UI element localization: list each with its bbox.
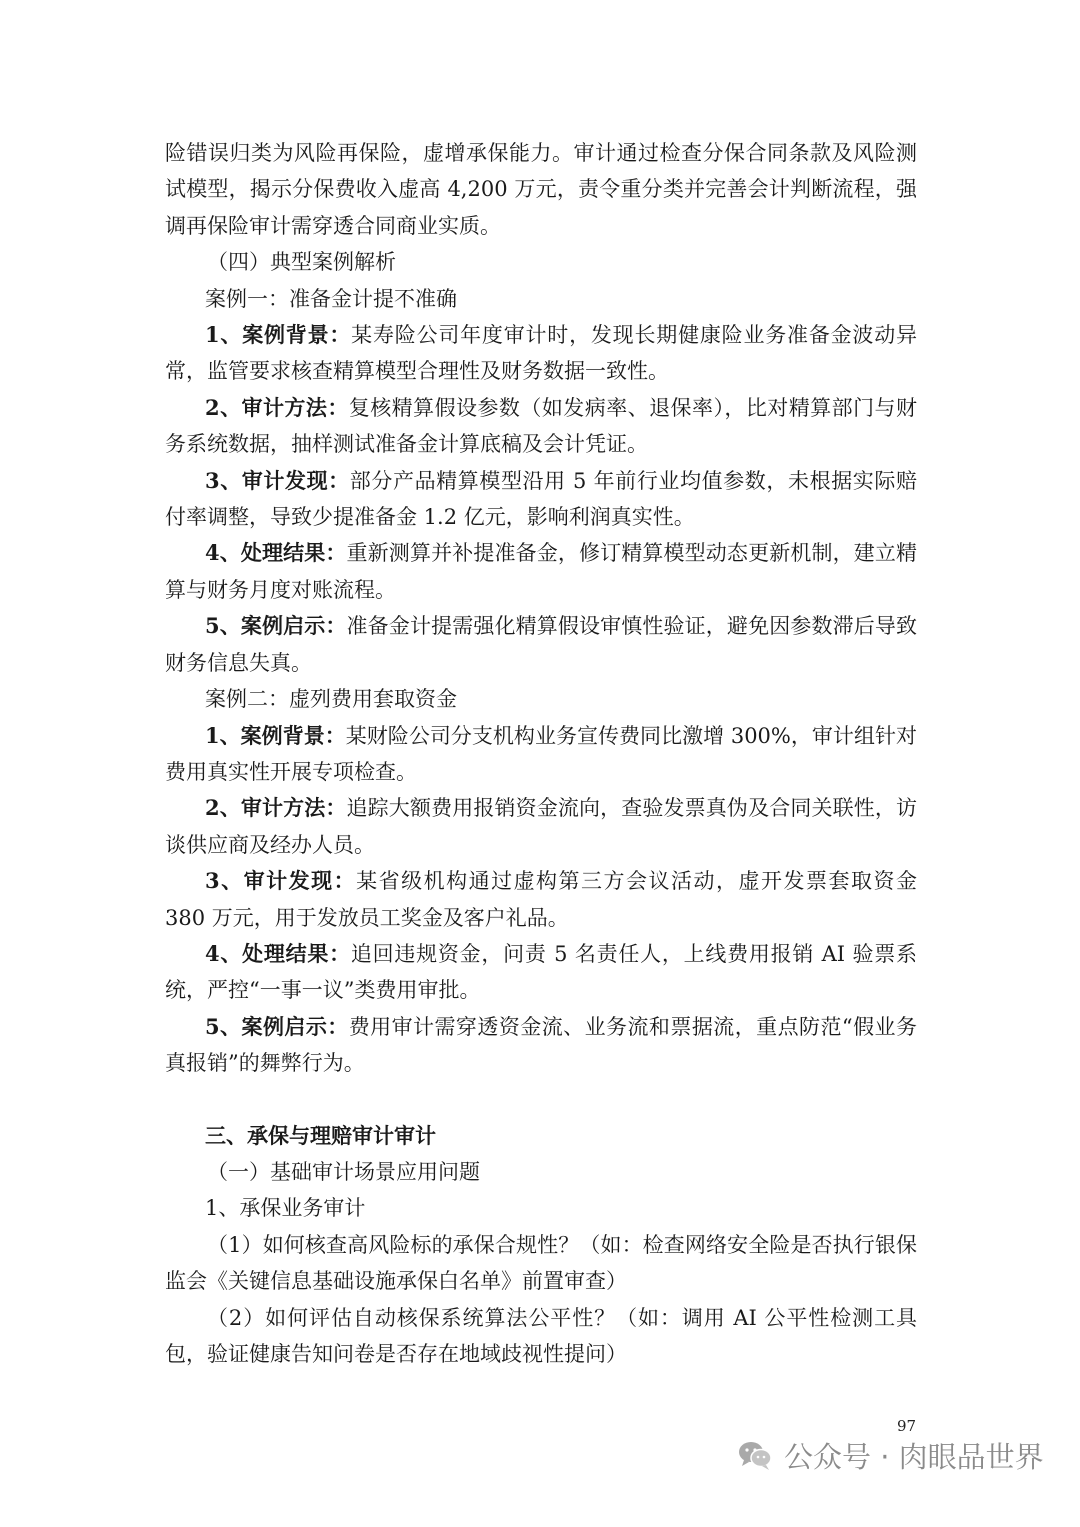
- case-item-text: 追踪大额费用报销资金流向，查验发票真伪及合同关联性，访谈供应商及经办人员。: [165, 796, 917, 857]
- page-number: 97: [897, 1417, 917, 1435]
- case-item-text: 某寿险公司年度审计时，发现长期健康险业务准备金波动异常，监管要求核查精算模型合理性及财务数据一致性。: [165, 323, 917, 384]
- question-item: （2）如何评估自动核保系统算法公平性？（如：调用 AI 公平性检测工具包，验证健康告知问卷是否存在地域歧视性提问）: [165, 1305, 917, 1366]
- subsection-heading: （四）典型案例解析: [207, 250, 396, 275]
- case-item-text: 重新测算并补提准备金，修订精算模型动态更新机制，建立精算与财务月度对账流程。: [165, 541, 917, 602]
- case-item: [165, 718, 917, 791]
- watermark-text: 公众号 · 肉眼品世界: [784, 1439, 1044, 1474]
- question-item: （1）如何核查高风险标的承保合规性？（如：检查网络安全险是否执行银保监会《关键信息基础设施承保白名单》前置审查）: [165, 1232, 917, 1294]
- case-item: [165, 936, 917, 1009]
- case-item-text: 准备金计提需强化精算假设审慎性验证，避免因参数滞后导致财务信息失真。: [165, 614, 917, 675]
- watermark: [736, 1433, 1044, 1477]
- case-item-text: 某财险公司分支机构业务宣传费同比激增 300%，审计组针对费用真实性开展专项检查。: [165, 723, 917, 784]
- case-item-label: 2、审计方法：: [205, 795, 347, 821]
- case-item-text: 复核精算假设参数（如发病率、退保率），比对精算部门与财务系统数据，抽样测试准备金计算底稿及会计凭证。: [165, 395, 917, 457]
- case-item: [165, 390, 917, 463]
- case-item-text: 费用审计需穿透资金流、业务流和票据流，重点防范“假业务真报销”的舞弊行为。: [165, 1014, 917, 1076]
- case-item: [165, 608, 917, 681]
- case-item-label: 4、处理结果：: [205, 940, 351, 966]
- case-item-label: 5、案例启示：: [205, 1013, 349, 1039]
- section-heading: 三、承保与理赔审计审计: [205, 1123, 436, 1148]
- case-item: [165, 790, 917, 863]
- case-item-label: 2、审计方法：: [205, 394, 349, 420]
- case-item: [165, 535, 917, 608]
- case-item: [165, 463, 917, 536]
- case-item-label: 3、审计发现：: [205, 467, 350, 493]
- case-item-text: 追回违规资金，问责 5 名责任人，上线费用报销 AI 验票系统，严控“一事一议”类费用审批。: [165, 941, 917, 1003]
- wechat-icon: [736, 1438, 774, 1472]
- case-item-label: 5、案例启示：: [205, 613, 347, 639]
- case-item-label: 3、审计发现：: [205, 868, 357, 894]
- sub-heading: 1、承保业务审计: [205, 1196, 366, 1221]
- case-title: 案例二：虚列费用套取资金: [205, 687, 457, 712]
- body-paragraph: 险错误归类为风险再保险，虚增承保能力。审计通过检查分保合同条款及风险测试模型，揭示分保费收入虚高 4,200 万元，责令重分类并完善会计判断流程，强调再保险审计需穿透合同商业实质。: [165, 141, 917, 238]
- page-body: [165, 135, 917, 1372]
- case-item-label: 4、处理结果：: [205, 540, 347, 566]
- case-item: [165, 317, 917, 390]
- case-item-text: 某省级机构通过虚构第三方会议活动，虚开发票套取资金 380 万元，用于发放员工奖金及客户礼品。: [165, 869, 917, 930]
- subsection-heading: （一）基础审计场景应用问题: [207, 1159, 480, 1184]
- case-item-text: 部分产品精算模型沿用 5 年前行业均值参数，未根据实际赔付率调整，导致少提准备金 1.2 亿元，影响利润真实性。: [165, 468, 917, 530]
- case-title: 案例一：准备金计提不准确: [205, 286, 457, 311]
- case-item-label: 1、案例背景：: [205, 722, 346, 748]
- case-item-label: 1、案例背景：: [205, 322, 352, 348]
- case-item: [165, 1009, 917, 1082]
- case-item: [165, 863, 917, 936]
